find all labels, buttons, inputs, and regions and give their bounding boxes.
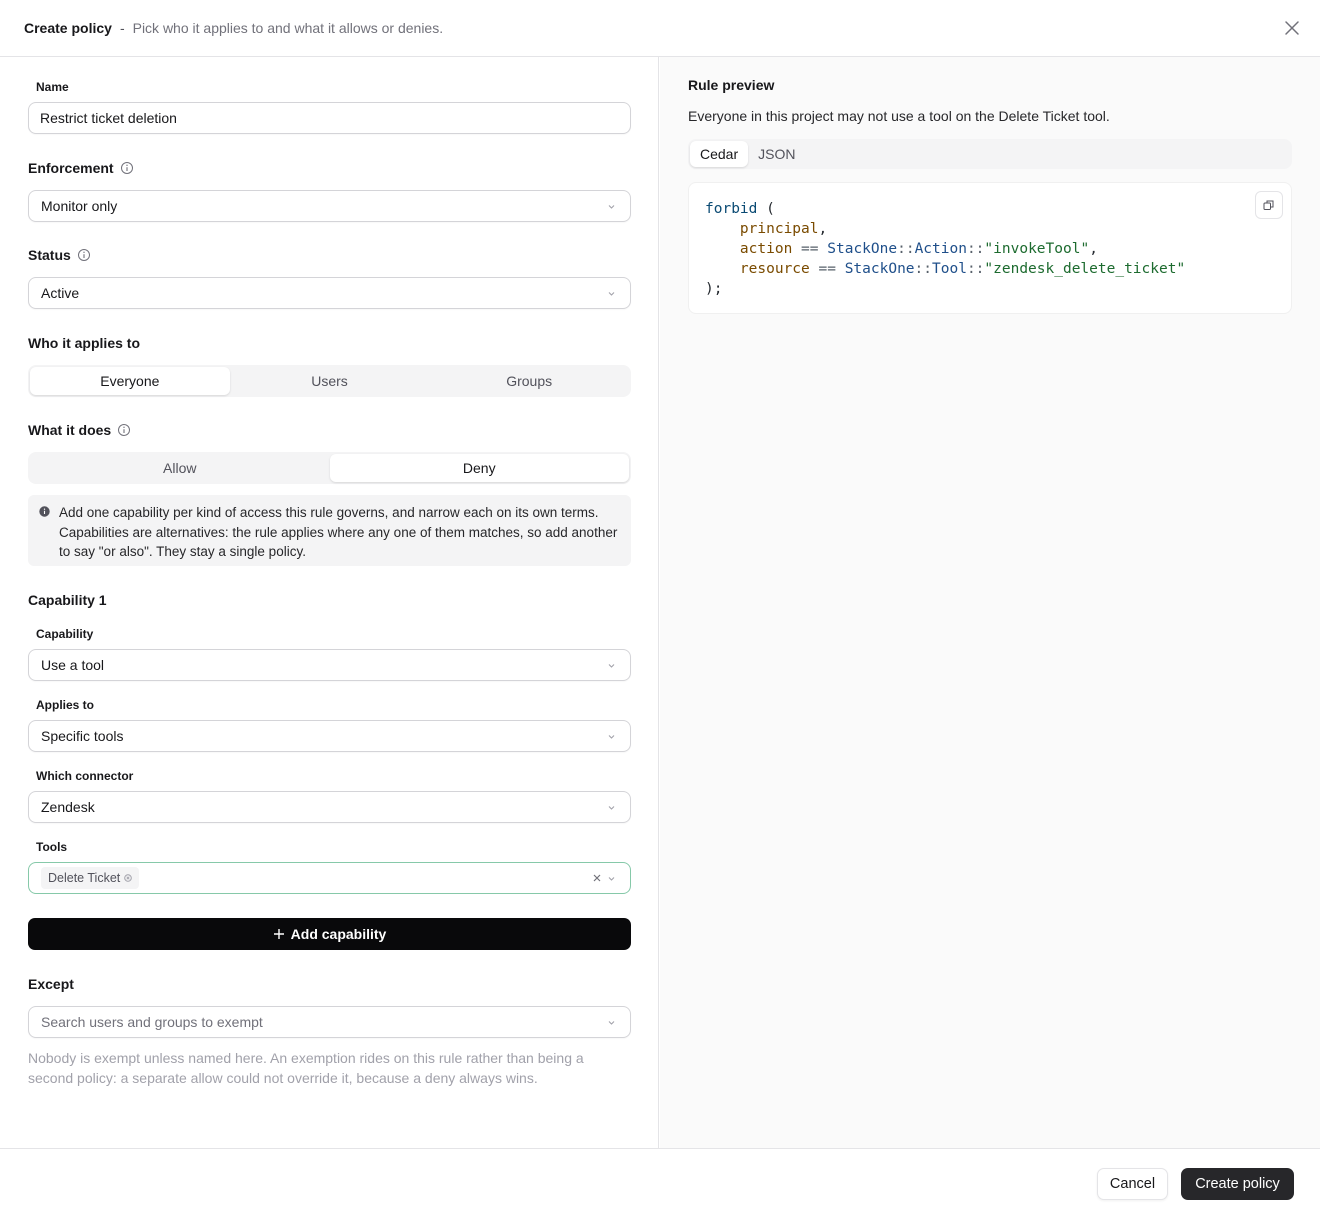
note-text: Add one capability per kind of access this rule governs, and narrow each on its own terms. Capabilities are alternatives: the rule applies where any one of them matches, so add another to say "or also". They stay a single policy. [59, 505, 618, 559]
except-label: Except [28, 976, 74, 992]
add-capability-button[interactable] [28, 918, 631, 950]
info-icon[interactable] [120, 161, 134, 175]
code-action-id: "invokeTool" [984, 241, 1090, 257]
connector-value: Zendesk [41, 799, 95, 815]
code-action-type: Action [914, 241, 967, 257]
enforcement-label-text: Enforcement [28, 160, 114, 176]
code-block [688, 182, 1292, 314]
code-action-ns: StackOne [827, 241, 898, 257]
plus-icon [273, 928, 285, 940]
what-label [28, 422, 131, 438]
code-resource-id: "zendesk_delete_ticket" [984, 261, 1186, 277]
except-placeholder: Search users and groups to exempt [41, 1014, 263, 1030]
what-option-deny[interactable]: Deny [330, 454, 630, 482]
dialog-title: Create policy [24, 20, 112, 36]
status-label-text: Status [28, 247, 71, 263]
applies-to-value: Specific tools [41, 728, 124, 744]
tab-json[interactable]: JSON [758, 146, 796, 162]
tools-multiselect[interactable] [28, 862, 631, 894]
copy-icon [1263, 199, 1275, 211]
name-input[interactable]: Restrict ticket deletion [28, 102, 631, 134]
who-option-groups[interactable]: Groups [506, 373, 553, 389]
chevron-down-icon [607, 803, 616, 812]
info-icon[interactable] [117, 423, 131, 437]
dialog-footer [0, 1148, 1320, 1217]
code-effect: forbid [705, 201, 758, 217]
what-label-text: What it does [28, 422, 112, 438]
chevron-down-icon [607, 661, 616, 670]
info-filled-icon [39, 506, 50, 517]
chevron-down-icon [607, 732, 616, 741]
dialog-subtitle: Pick who it applies to and what it allows or denies. [132, 20, 444, 36]
info-icon[interactable] [77, 248, 91, 262]
chevron-down-icon [607, 874, 616, 883]
who-label: Who it applies to [28, 335, 140, 351]
capability-section-title: Capability 1 [28, 592, 107, 608]
copy-button[interactable] [1255, 191, 1283, 219]
chevron-down-icon [607, 1018, 616, 1027]
except-search-select[interactable] [28, 1006, 631, 1038]
code-resource-type: Tool [932, 261, 967, 277]
close-icon[interactable] [1282, 18, 1302, 38]
who-option-everyone[interactable]: Everyone [30, 367, 230, 395]
cedar-code: forbid ( principal, action == StackOne::Action::"invokeTool", resource == StackOne::Tool::"zendesk_delete_ticket" ); [705, 201, 1186, 297]
rule-preview-title: Rule preview [688, 77, 775, 93]
status-label [28, 247, 91, 263]
applies-to-label: Applies to [36, 698, 95, 712]
who-option-users[interactable]: Users [311, 373, 348, 389]
capability-note [28, 495, 631, 566]
rule-preview-panel [660, 57, 1320, 1148]
status-select[interactable] [28, 277, 631, 309]
form-panel [0, 57, 659, 1148]
capability-select[interactable] [28, 649, 631, 681]
applies-to-select[interactable] [28, 720, 631, 752]
who-segmented-control [28, 365, 631, 397]
enforcement-label [28, 160, 134, 176]
tab-cedar[interactable]: Cedar [690, 141, 748, 167]
clear-icon[interactable] [592, 873, 602, 883]
what-option-allow[interactable]: Allow [163, 460, 197, 476]
capability-value: Use a tool [41, 657, 105, 673]
preview-format-tabs [688, 139, 1292, 169]
remove-tag-icon[interactable] [124, 874, 132, 882]
dialog-header [0, 0, 1320, 57]
enforcement-select[interactable] [28, 190, 631, 222]
code-action-var: action [739, 241, 793, 257]
code-resource-ns: StackOne [844, 261, 915, 277]
what-segmented-control [28, 452, 631, 484]
name-label: Name [36, 80, 69, 94]
code-resource-var: resource [739, 261, 810, 277]
capability-label: Capability [36, 627, 94, 641]
chevron-down-icon [607, 289, 616, 298]
status-value: Active [41, 285, 80, 301]
add-capability-label: Add capability [290, 926, 387, 942]
except-help-text: Nobody is exempt unless named here. An exemption rides on this rule rather than being a second policy: a separate allow could not override it, because a deny always wins. [28, 1050, 584, 1086]
chevron-down-icon [607, 202, 616, 211]
tool-tag-label: Delete Ticket [48, 871, 121, 885]
create-policy-button[interactable]: Create policy [1181, 1168, 1294, 1200]
title-separator: - [119, 20, 125, 36]
enforcement-value: Monitor only [41, 198, 118, 214]
connector-select[interactable] [28, 791, 631, 823]
tool-tag [41, 867, 139, 889]
code-principal: principal [739, 221, 819, 237]
rule-preview-description: Everyone in this project may not use a tool on the Delete Ticket tool. [688, 108, 1110, 124]
cancel-button[interactable]: Cancel [1097, 1168, 1168, 1200]
connector-label: Which connector [36, 769, 134, 783]
tools-label: Tools [36, 840, 68, 854]
